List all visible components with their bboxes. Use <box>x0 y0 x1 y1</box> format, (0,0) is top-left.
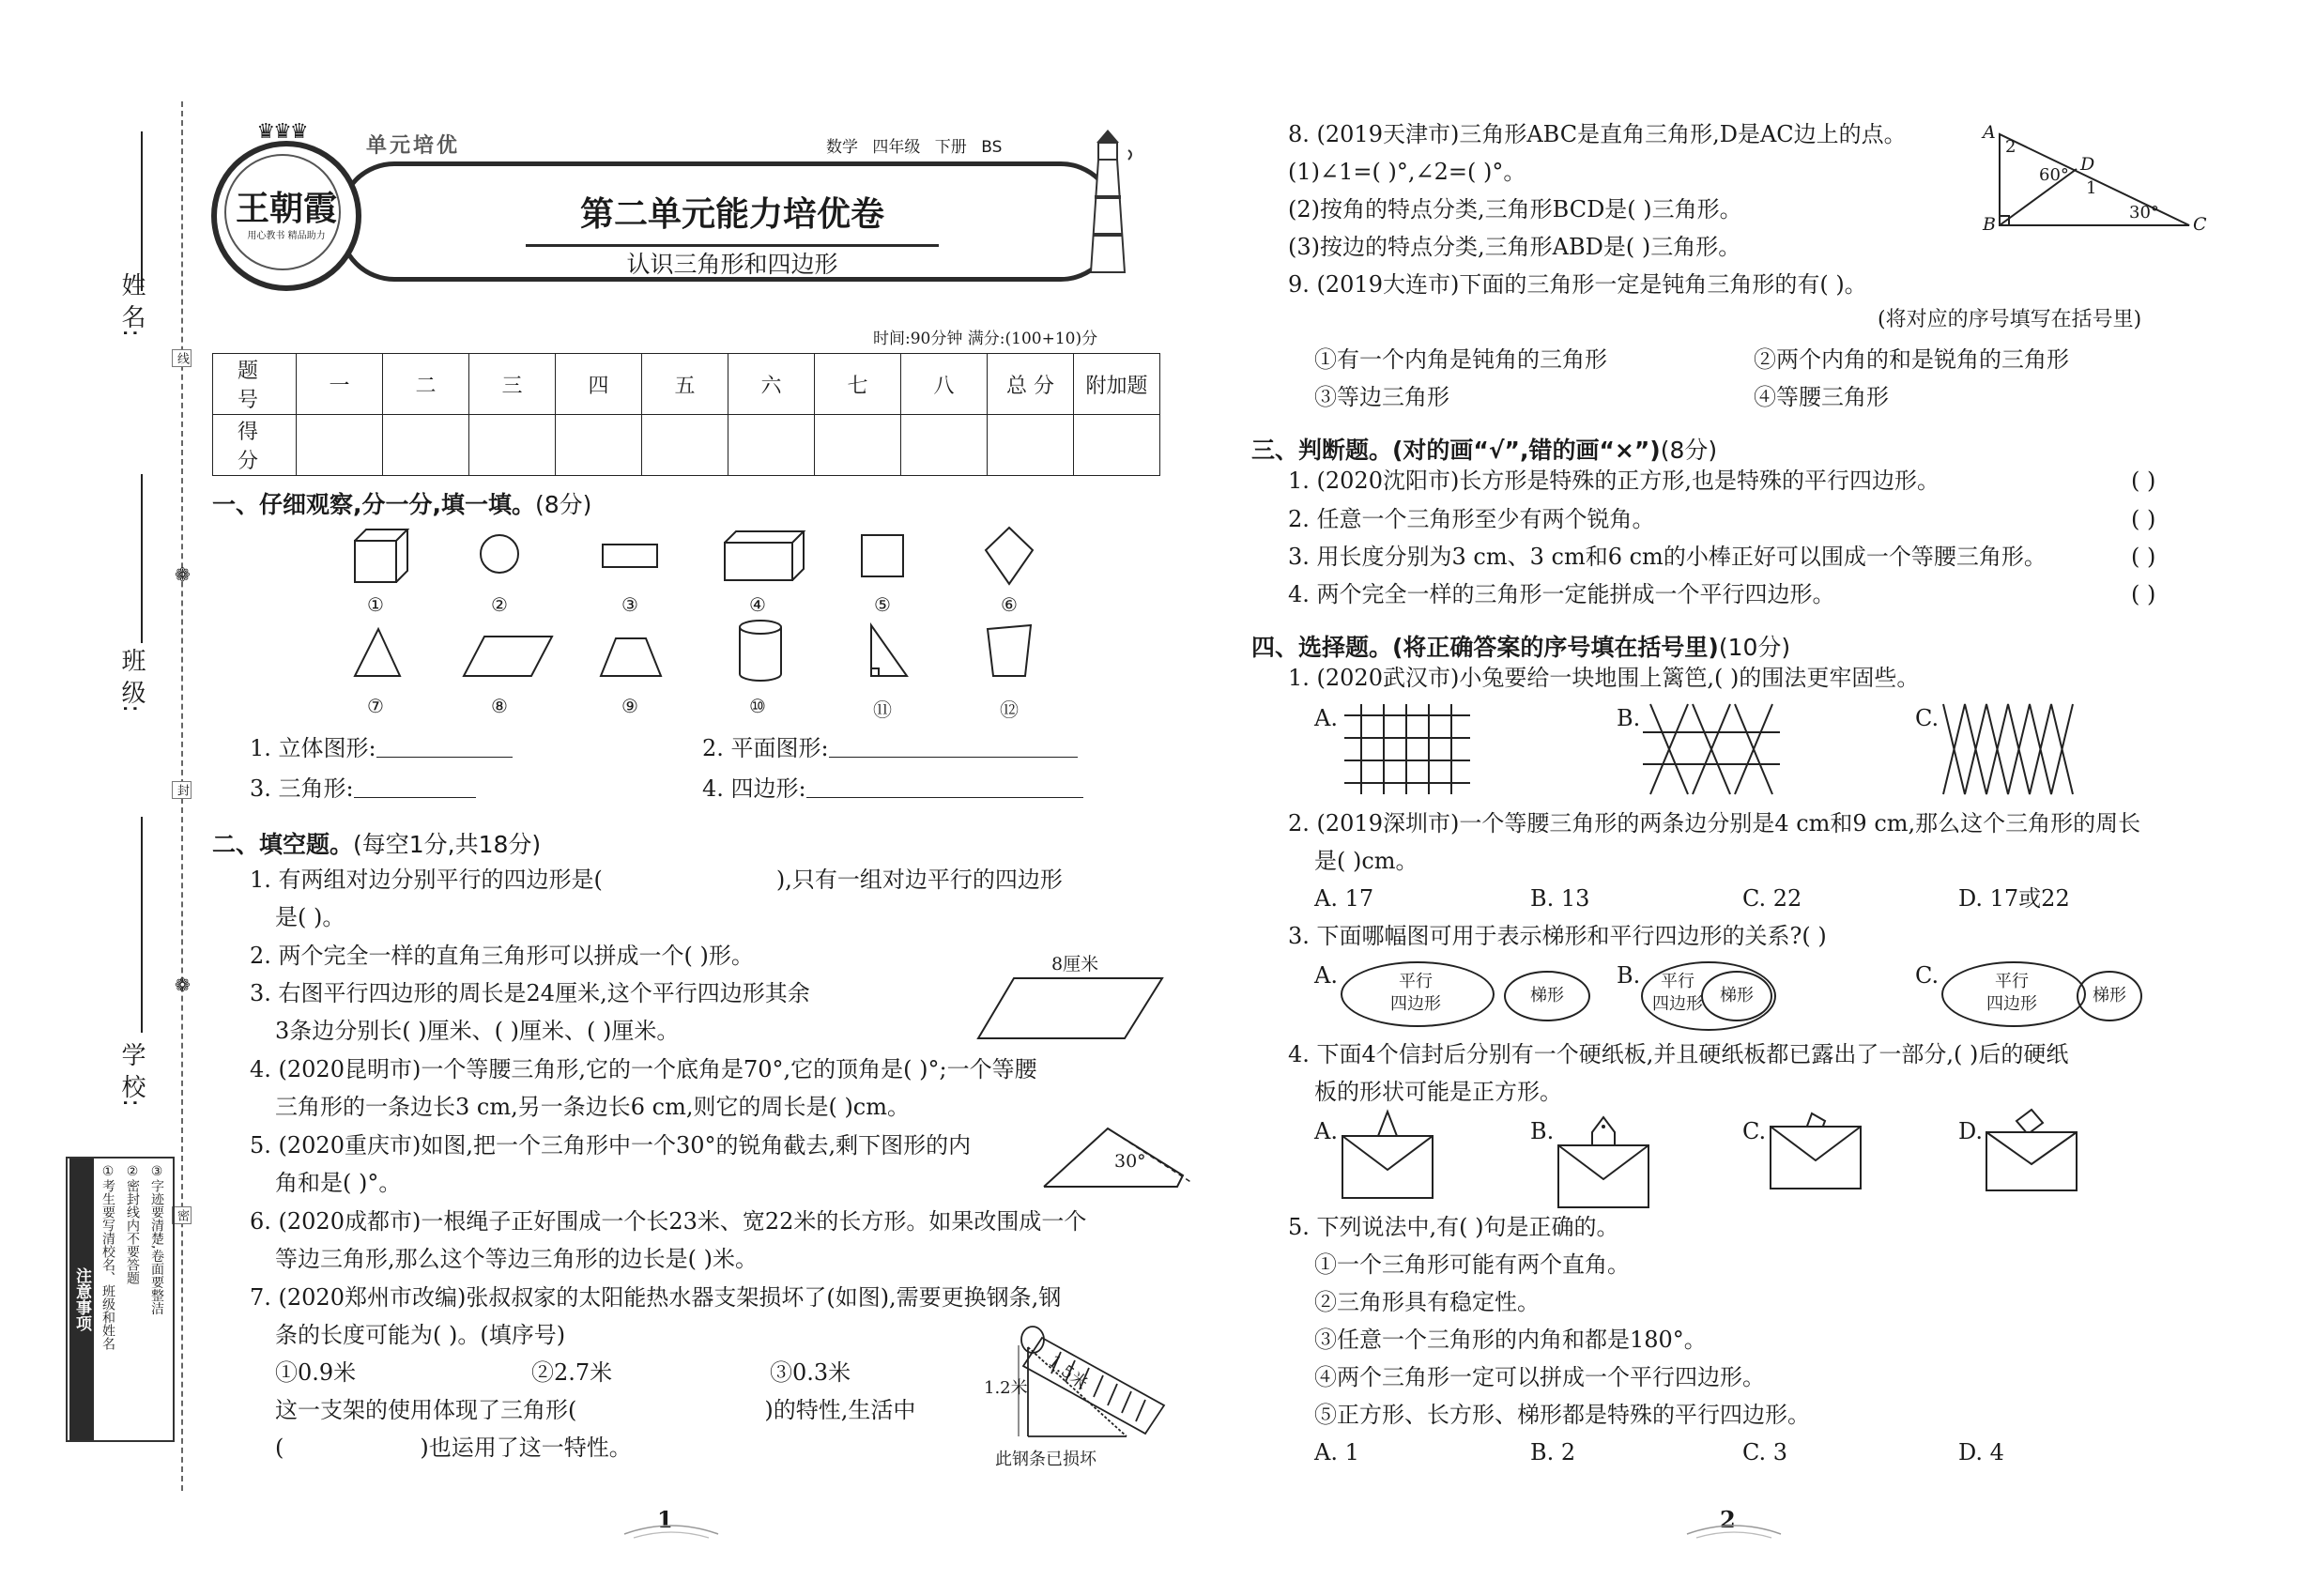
q9-option-2: ②两个内角的和是锐角的三角形 <box>1754 346 2069 373</box>
class-label: 班 级: <box>117 648 146 714</box>
page-ornament-icon <box>1682 1513 1786 1542</box>
q8-fig-angle1: 1 <box>2086 178 2097 198</box>
seal-ornament-icon: ❁ <box>175 563 191 586</box>
choice-option-label: C. <box>1742 1118 1767 1144</box>
score-input[interactable] <box>728 415 815 476</box>
section-title-text: 四、选择题。(将正确答案的序号填在括号里) <box>1251 634 1719 661</box>
q8-fig-angle2: 2 <box>2005 137 2016 157</box>
venn-trapezoid: 梯形 <box>2077 971 2142 1021</box>
seal-ornament-icon: ❁ <box>175 974 191 996</box>
q1-triangles <box>250 775 476 803</box>
choice-q2-a: A. 17 <box>1314 885 1374 912</box>
choice-q4-line1: 4. 下面4个信封后分别有一个硬纸板,并且硬纸板都已露出了一部分,( )后的硬纸 <box>1288 1041 2069 1067</box>
score-input[interactable] <box>642 415 728 476</box>
question-text: 2. 平面图形: <box>702 735 829 761</box>
q9-line1: 9. (2019大连市)下面的三角形一定是钝角三角形的有( )。 <box>1288 271 1867 298</box>
q8-line4: (3)按边的特点分类,三角形ABD是( )三角形。 <box>1288 234 1741 260</box>
answer-blank[interactable] <box>806 776 1083 798</box>
judge-answer[interactable]: ( ) <box>2131 581 2156 607</box>
q8-fig-A: A <box>1983 122 1996 143</box>
choice-q2-b: B. 13 <box>1530 885 1590 912</box>
section-title-text: 二、填空题。 <box>212 831 354 858</box>
choice-q5-statement: ④两个三角形一定可以拼成一个平行四边形。 <box>1314 1364 1765 1390</box>
choice-q5-d: D. 4 <box>1958 1439 2004 1466</box>
fill-q4-line2: 三角形的一条边长3 cm,另一条边长6 cm,则它的周长是( )cm。 <box>275 1094 911 1120</box>
shape-label: ④ <box>749 593 766 616</box>
score-input[interactable] <box>1074 415 1160 476</box>
notice-item: ②密封线内不要答题 <box>125 1164 140 1284</box>
choice-q5-statement: ③任意一个三角形的内角和都是180°。 <box>1314 1327 1707 1353</box>
score-cell: 六 <box>728 354 815 415</box>
section-title-text: 一、仔细观察,分一分,填一填。 <box>212 491 535 518</box>
fill-q7-line1: 7. (2020郑州市改编)张叔叔家的太阳能热水器支架损坏了(如图),需要更换钢条,钢 <box>250 1284 1062 1311</box>
fill-q5-line2: 角和是( )°。 <box>275 1170 402 1196</box>
brand-name: 王朝霞 <box>235 189 337 228</box>
venn-label <box>1941 971 2082 1016</box>
score-input[interactable] <box>901 415 988 476</box>
q7-option-1: ①0.9米 <box>275 1359 357 1386</box>
judge-q4: 4. 两个完全一样的三角形一定能拼成一个平行四边形。 <box>1288 581 1835 607</box>
score-input[interactable] <box>297 415 383 476</box>
choice-q5: 5. 下列说法中,有( )句是正确的。 <box>1288 1214 1619 1240</box>
judge-q1: 1. (2020沈阳市)长方形是特殊的正方形,也是特殊的平行四边形。 <box>1288 468 1940 494</box>
shape-label: ⑧ <box>491 695 508 717</box>
score-cell: 七 <box>815 354 901 415</box>
venn-trapezoid: 梯形 <box>1701 971 1772 1021</box>
crown-icon: ♛♛♛ <box>256 120 307 144</box>
section-1-title <box>212 486 591 520</box>
section-points: (10分) <box>1718 634 1791 661</box>
venn-label <box>1341 971 1491 1016</box>
score-cell: 附加题 <box>1074 354 1160 415</box>
section-2-title <box>212 826 541 860</box>
choice-q2-line1: 2. (2019深圳市)一个等腰三角形的两条边分别是4 cm和9 cm,那么这个三角形的周长 <box>1288 810 2141 836</box>
choice-q1: 1. (2020武汉市)小兔要给一块地围上篱笆,( )的围法更牢固些。 <box>1288 665 1920 691</box>
q7-figure-caption: 此钢条已损坏 <box>995 1450 1096 1469</box>
shape-label: ⑩ <box>749 695 766 717</box>
question-text: 3. 三角形: <box>250 775 354 802</box>
judge-answer[interactable]: ( ) <box>2131 468 2156 494</box>
shape-label: ⑤ <box>874 593 891 616</box>
q1-plane-shapes <box>702 734 1078 762</box>
shape-label: ⑥ <box>1001 593 1018 616</box>
shape-label: ③ <box>621 593 638 616</box>
choice-q5-statement: ②三角形具有稳定性。 <box>1314 1289 1540 1315</box>
answer-blank[interactable] <box>829 736 1078 758</box>
score-cell: 得 分 <box>213 415 297 476</box>
series-label: 单元培优 <box>366 134 461 158</box>
section-title-text: 三、判断题。(对的画“√”,错的画“×”) <box>1251 437 1661 464</box>
lighthouse-icon <box>1070 122 1145 282</box>
section-4-title <box>1251 629 1790 663</box>
choice-option-label: B. <box>1617 962 1641 989</box>
fill-q3-line2: 3条边分别长( )厘米、( )厘米、( )厘米。 <box>275 1018 680 1044</box>
q7-option-2: ②2.7米 <box>531 1359 613 1386</box>
q8-fig-C: C <box>2193 214 2207 235</box>
brand-slogan: 用心教书 精品助力 <box>247 231 326 241</box>
score-cell: 总 分 <box>988 354 1074 415</box>
fill-q5-line1: 5. (2020重庆市)如图,把一个三角形中一个30°的锐角截去,剩下图形的内 <box>250 1132 972 1159</box>
shapes-figure <box>347 526 1098 690</box>
notice-item: ①考生要写清校名、班级和姓名 <box>100 1164 115 1350</box>
choice-option-label: A. <box>1314 962 1338 989</box>
time-info: 时间:90分钟 满分:(100+10)分 <box>873 330 1098 348</box>
q5-figure-label: 30° <box>1114 1151 1146 1172</box>
choice-q3: 3. 下面哪幅图可用于表示梯形和平行四边形的关系?( ) <box>1288 923 1827 949</box>
brand-logo <box>211 141 361 291</box>
question-text: )也运用了这一特性。 <box>420 1435 632 1461</box>
section-points: (8分) <box>535 491 592 518</box>
question-text: )的特性,生活中 <box>764 1397 916 1423</box>
fill-q2: 2. 两个完全一样的直角三角形可以拼成一个( )形。 <box>250 943 754 969</box>
fill-q7-line5 <box>275 1434 632 1462</box>
question-text: 1. 立体图形: <box>250 735 376 761</box>
score-input[interactable] <box>988 415 1074 476</box>
q9-option-3: ③等边三角形 <box>1314 384 1449 410</box>
venn-label-text: 四边形 <box>1652 994 1703 1014</box>
venn-label-text: 平行 <box>1399 972 1433 991</box>
q8-line2: (1)∠1=( )°,∠2=( )°。 <box>1288 159 1526 185</box>
answer-blank[interactable] <box>376 736 513 758</box>
section-points: (每空1分,共18分) <box>353 831 542 858</box>
answer-blank[interactable] <box>354 776 476 798</box>
school-label: 学 校: <box>117 1042 146 1108</box>
envelope-c-figure <box>1769 1108 1863 1202</box>
choice-q5-c: C. 3 <box>1742 1439 1788 1466</box>
judge-answer[interactable]: ( ) <box>2131 506 2156 532</box>
q9-option-1: ①有一个内角是钝角的三角形 <box>1314 346 1607 373</box>
choice-q2-d: D. 17或22 <box>1958 885 2070 912</box>
question-text: ),只有一组对边平行的四边形 <box>775 867 1063 893</box>
header-meta: 数学 四年级 下册 BS <box>826 138 1003 157</box>
page-ornament-icon <box>620 1513 723 1542</box>
q8-fig-30: 30° <box>2129 203 2159 223</box>
fence-grid-figure <box>1342 702 1474 796</box>
score-cell: 八 <box>901 354 988 415</box>
q1-solid-shapes <box>250 734 513 762</box>
fill-q1-line1 <box>250 866 1063 894</box>
q7-figure-height: 1.2米 <box>984 1378 1028 1398</box>
choice-option-label: C. <box>1915 962 1940 989</box>
q8-line3: (2)按角的特点分类,三角形BCD是( )三角形。 <box>1288 196 1742 223</box>
notice-title: 注意事项 <box>69 1159 94 1440</box>
choice-option-label: B. <box>1530 1118 1555 1144</box>
envelope-b-figure <box>1556 1108 1650 1211</box>
judge-answer[interactable]: ( ) <box>2131 544 2156 570</box>
choice-q5-statement: ①一个三角形可能有两个直角。 <box>1314 1251 1630 1278</box>
q8-fig-B: B <box>1983 214 1996 235</box>
question-text: 这一支架的使用体现了三角形( <box>275 1397 577 1423</box>
venn-label-text: 平行 <box>1995 972 2029 991</box>
shape-label: ⑨ <box>621 695 638 717</box>
seal-mark-secret: 密 <box>172 1206 192 1224</box>
envelope-d-figure <box>1985 1108 2078 1202</box>
page-number-1: 1 <box>657 1506 673 1533</box>
fill-q6-line2: 等边三角形,那么这个等边三角形的边长是( )米。 <box>275 1246 758 1272</box>
q8-line1: 8. (2019天津市)三角形ABC是直角三角形,D是AC边上的点。 <box>1288 121 1907 147</box>
seal-mark-line: 线 <box>172 349 192 367</box>
choice-q2-c: C. 22 <box>1742 885 1802 912</box>
venn-label-text: 四边形 <box>1986 994 2037 1014</box>
page-title: 第二单元能力培优卷 <box>579 195 884 234</box>
shape-label: ⑫ <box>1000 698 1019 721</box>
fence-cross-figure <box>1641 702 1782 796</box>
q3-figure-label: 8厘米 <box>1051 954 1099 974</box>
fill-q7-line4 <box>275 1396 915 1424</box>
fill-q4-line1: 4. (2020昆明市)一个等腰三角形,它的一个底角是70°,它的顶角是( )°;一个等腰 <box>250 1056 1037 1082</box>
fill-q1-line2: 是( )。 <box>275 904 345 930</box>
score-cell: 四 <box>556 354 642 415</box>
shape-label: ② <box>491 593 508 616</box>
judge-q2: 2. 任意一个三角形至少有两个锐角。 <box>1288 506 1655 532</box>
q1-quadrilaterals <box>702 775 1083 803</box>
choice-q5-statement: ⑤正方形、长方形、梯形都是特殊的平行四边形。 <box>1314 1402 1810 1428</box>
score-input[interactable] <box>383 415 469 476</box>
choice-option-label: A. <box>1314 1118 1338 1144</box>
question-text: 1. 有两组对边分别平行的四边形是( <box>250 867 603 893</box>
q9-hint: (将对应的序号填写在括号里) <box>1878 308 2142 331</box>
choice-q5-a: A. 1 <box>1314 1439 1359 1466</box>
seal-mark-seal: 封 <box>172 781 192 799</box>
score-input[interactable] <box>556 415 642 476</box>
page-subtitle: 认识三角形和四边形 <box>626 251 838 278</box>
fill-q7-line2: 条的长度可能为( )。(填序号) <box>275 1322 566 1348</box>
venn-trapezoid: 梯形 <box>1504 971 1590 1021</box>
envelope-a-figure <box>1341 1108 1434 1202</box>
choice-q2-line2: 是( )cm。 <box>1314 848 1418 874</box>
parallelogram-figure <box>976 976 1164 1042</box>
shape-label: ⑦ <box>367 695 384 717</box>
page-number-2: 2 <box>1720 1506 1736 1533</box>
q7-figure-diagonal: 1.5米 <box>1044 1351 1092 1394</box>
section-points: (8分) <box>1660 437 1718 464</box>
score-input[interactable] <box>815 415 901 476</box>
choice-option-label: A. <box>1314 705 1338 731</box>
choice-q5-b: B. 2 <box>1530 1439 1576 1466</box>
section-3-title <box>1251 432 1717 466</box>
choice-option-label: B. <box>1617 705 1641 731</box>
score-cell: 一 <box>297 354 383 415</box>
score-table-header-row <box>213 354 1160 415</box>
name-label: 姓 名: <box>117 272 146 338</box>
q8-fig-D: D <box>2080 154 2095 175</box>
fill-q3-line1: 3. 右图平行四边形的周长是24厘米,这个平行四边形其余 <box>250 980 810 1006</box>
q8-fig-60: 60° <box>2039 165 2069 185</box>
choice-q4-line2: 板的形状可能是正方形。 <box>1314 1079 1562 1105</box>
choice-option-label: C. <box>1915 705 1940 731</box>
judge-q3: 3. 用长度分别为3 cm、3 cm和6 cm的小棒正好可以围成一个等腰三角形。 <box>1288 544 2047 570</box>
q9-option-4: ④等腰三角形 <box>1754 384 1889 410</box>
question-text: ( <box>275 1435 284 1461</box>
choice-option-label: D. <box>1958 1118 1984 1144</box>
score-table <box>212 353 1160 476</box>
question-text: 4. 四边形: <box>702 775 806 802</box>
fill-q6-line1: 6. (2020成都市)一根绳子正好围成一个长23米、宽22米的长方形。如果改围成一个 <box>250 1208 1087 1235</box>
score-table-score-row <box>213 415 1160 476</box>
score-cell: 题 号 <box>213 354 297 415</box>
notice-box <box>66 1157 175 1442</box>
school-field[interactable] <box>141 817 143 1033</box>
q7-option-3: ③0.3米 <box>770 1359 851 1386</box>
score-input[interactable] <box>469 415 556 476</box>
score-cell: 二 <box>383 354 469 415</box>
notice-item: ③字迹要清楚,卷面要整洁 <box>149 1164 164 1315</box>
score-cell: 五 <box>642 354 728 415</box>
class-field[interactable] <box>141 474 143 643</box>
fence-zigzag-figure <box>1941 702 2082 796</box>
venn-label-text: 四边形 <box>1390 994 1441 1014</box>
name-field[interactable] <box>141 131 143 291</box>
shape-label: ① <box>367 593 384 616</box>
shape-label: ⑪ <box>873 698 892 721</box>
venn-label-text: 平行 <box>1661 972 1694 991</box>
score-cell: 三 <box>469 354 556 415</box>
